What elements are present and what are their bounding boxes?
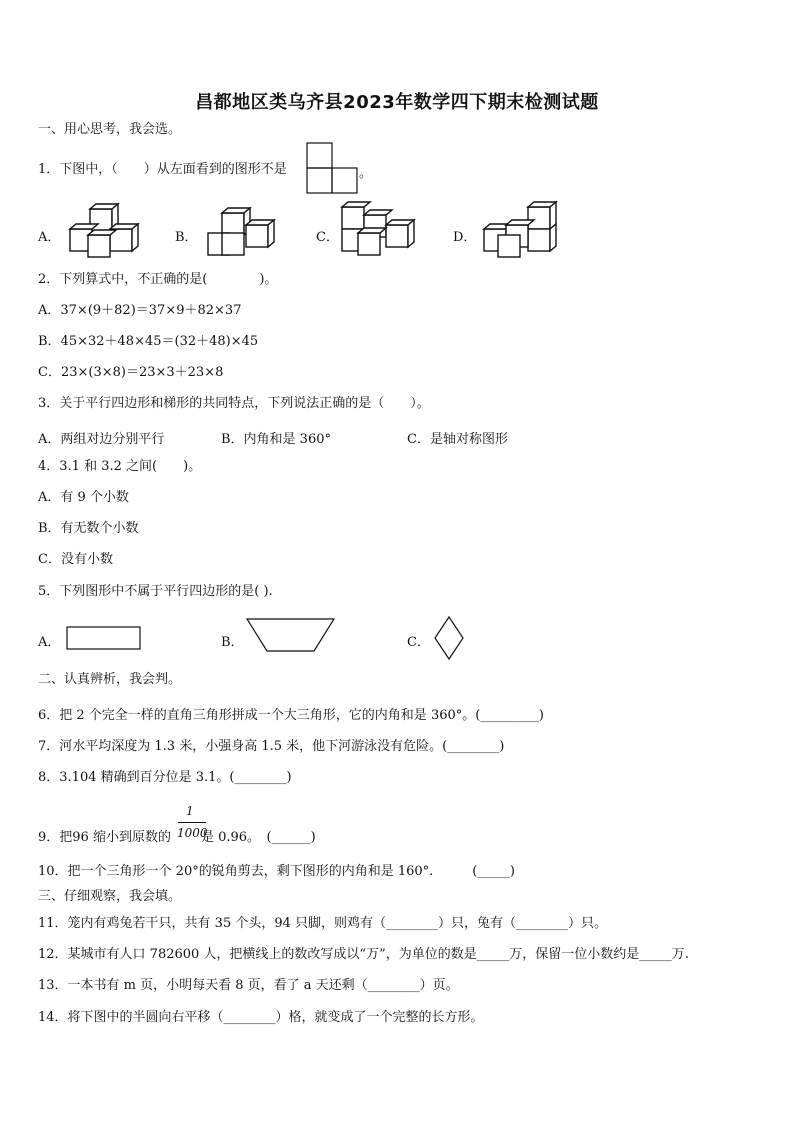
q4-option-a: A．有 9 个小数 [38, 490, 129, 505]
fraction-denominator: 1000 [177, 826, 208, 840]
question-4: 4．3.1 和 3.2 之间( )。 [38, 459, 202, 474]
q5-rhombus-shape [434, 616, 466, 662]
question-3: 3．关于平行四边形和梯形的共同特点，下列说法正确的是（ ）。 [38, 396, 430, 411]
q1-option-b-cubes [204, 205, 282, 259]
question-2: 2．下列算式中，不正确的是( )。 [38, 272, 278, 287]
question-8: 8．3.104 精确到百分位是 3.1。(________) [38, 770, 292, 785]
q2-option-a: A．37×(9＋82)＝37×9＋82×37 [38, 303, 242, 318]
q1-option-a-cubes [66, 203, 142, 259]
question-9-post: 是 0.96。 (______) [200, 830, 316, 845]
section-3-heading: 三、仔细观察，我会填。 [38, 889, 182, 904]
q1-option-d-label: D． [453, 230, 477, 245]
page-title: 昌都地区类乌齐县2023年数学四下期末检测试题 [195, 92, 599, 113]
question-14: 14．将下图中的半圆向右平移（________）格，就变成了一个完整的长方形。 [38, 1010, 484, 1025]
q5-trapezoid-shape [246, 618, 338, 654]
q5-option-c-label: C． [407, 635, 430, 650]
q1-option-c-cubes [338, 201, 418, 259]
q5-option-b-label: B． [221, 635, 244, 650]
question-5: 5．下列图形中不属于平行四边形的是( ). [38, 584, 273, 599]
question-9-pre: 9．把96 缩小到原数的 [38, 830, 171, 845]
question-11: 11．笼内有鸡兔若干只，共有 35 个头，94 只脚，则鸡有（________）只，兔有（________）只。 [38, 916, 608, 931]
question-12: 12．某城市有人口 782600 人，把横线上的数改写成以“万”，为单位的数是_____万，保留一位小数约是_____万. [38, 947, 689, 962]
left-view-shape [306, 142, 358, 194]
question-1-tail: 。 [359, 166, 373, 181]
section-2-heading: 二、认真辨析，我会判。 [38, 672, 182, 687]
q3-option-c: C．是轴对称图形 [407, 432, 508, 447]
section-1-heading: 一、用心思考，我会选。 [38, 122, 182, 137]
question-7: 7．河水平均深度为 1.3 米，小强身高 1.5 米，他下河游泳没有危险。(________) [38, 739, 505, 754]
q3-option-b: B．内角和是 360° [221, 432, 331, 447]
question-6: 6．把 2 个完全一样的直角三角形拼成一个大三角形，它的内角和是 360°。(_________) [38, 708, 544, 723]
q1-option-d-cubes [480, 201, 560, 259]
q4-option-c: C．没有小数 [38, 552, 113, 567]
fraction-numerator: 1 [186, 804, 194, 818]
q4-option-b: B．有无数个小数 [38, 521, 139, 536]
question-1 [38, 162, 287, 178]
q1-option-a-label: A． [38, 230, 61, 245]
q5-rectangle-shape [66, 626, 142, 652]
q5-option-a-label: A． [38, 635, 61, 650]
question-1-text: 1．下图中，（ ）从左面看到的图形不是 [38, 162, 287, 177]
q2-option-c: C．23×(3×8)＝23×3＋23×8 [38, 365, 224, 380]
fraction-bar [178, 822, 206, 823]
question-10: 10．把一个三角形一个 20°的锐角剪去，剩下图形的内角和是 160°. (_____) [38, 864, 515, 879]
q3-option-a: A．两组对边分别平行 [38, 432, 165, 447]
q2-option-b: B．45×32＋48×45＝(32＋48)×45 [38, 334, 259, 349]
q1-option-c-label: C． [316, 230, 339, 245]
question-13: 13．一本书有 m 页，小明每天看 8 页，看了 a 天还剩（________）页。 [38, 978, 459, 993]
q1-option-b-label: B． [175, 230, 198, 245]
